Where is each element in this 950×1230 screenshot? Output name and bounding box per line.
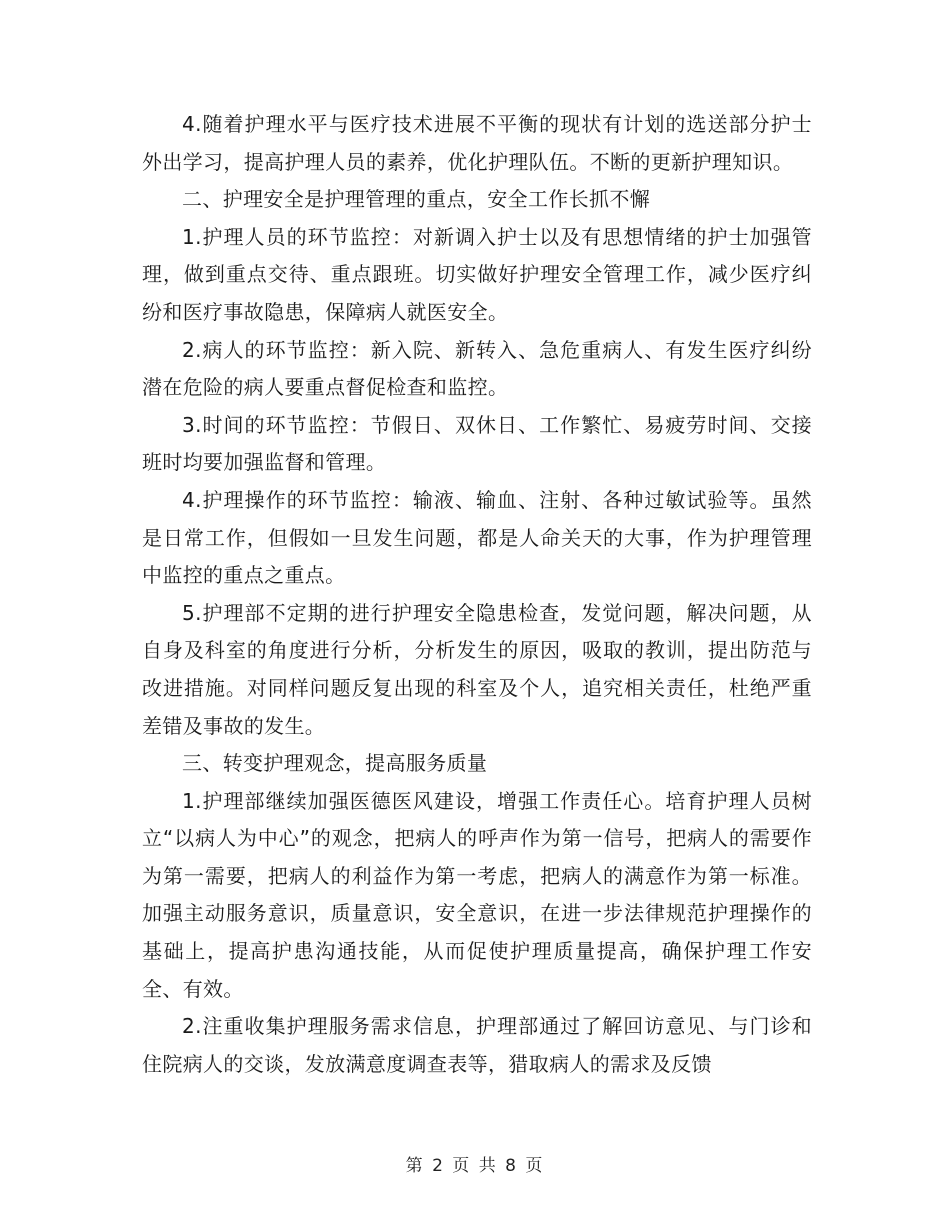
paragraph-item-5-safety-inspection: 5.护理部不定期的进行护理安全隐患检查，发觉问题，解决问题，从自身及科室的角度进行分析，分析发生的原因，吸取的教训，提出防范与改进措施。对同样问题反复出现的科室及个人，追究相关责任，杜绝严重差错及事故的发生。 <box>142 600 812 738</box>
paragraph-item-2-patient-monitoring: 2.病人的环节监控：新入院、新转入、急危重病人、有发生医疗纠纷潜在危险的病人要重点督促检查和监控。 <box>142 337 812 400</box>
document-body <box>142 106 812 1083</box>
paragraph-item-4-operation-monitoring: 4.护理操作的环节监控：输液、输血、注射、各种过敏试验等。虽然是日常工作，但假如一旦发生问题，都是人命关天的大事，作为护理管理中监控的重点之重点。 <box>142 487 812 588</box>
paragraph-item-2-feedback: 2.注重收集护理服务需求信息，护理部通过了解回访意见、与门诊和住院病人的交谈，发放满意度调查表等，猎取病人的需求及反馈 <box>142 1014 812 1076</box>
section-heading-2: 二、护理安全是护理管理的重点，安全工作长抓不懈 <box>182 187 651 212</box>
paragraph-item-4-continued: 4.随着护理水平与医疗技术进展不平衡的现状有计划的选送部分护士外出学习，提高护理人员的素养，优化护理队伍。不断的更新护理知识。 <box>142 112 812 174</box>
page-number: 第 2 页 共 8 页 <box>405 1156 545 1176</box>
paragraph-item-3-time-monitoring: 3.时间的环节监控：节假日、双休日、工作繁忙、易疲劳时间、交接班时均要加强监督和管理。 <box>142 412 812 475</box>
paragraph-item-1-staff-monitoring: 1.护理人员的环节监控：对新调入护士以及有思想情绪的护士加强管理，做到重点交待、重点跟班。切实做好护理安全管理工作，减少医疗纠纷和医疗事故隐患，保障病人就医安全。 <box>142 224 812 324</box>
section-heading-3: 三、转变护理观念，提高服务质量 <box>182 751 488 776</box>
paragraph-item-1-ethics: 1.护理部继续加强医德医风建设，增强工作责任心。培育护理人员树立“以病人为中心”的观念，把病人的呼声作为第一信号，把病人的需要作为第一需要，把病人的利益作为第一考虑，把病人的满意作为第一标准。加强主动服务意识，质量意识，安全意识，在进一步法律规范护理操作的基础上，提高护患沟通技能，从而促使护理质量提高，确保护理工作安全、有效。 <box>142 788 812 1001</box>
